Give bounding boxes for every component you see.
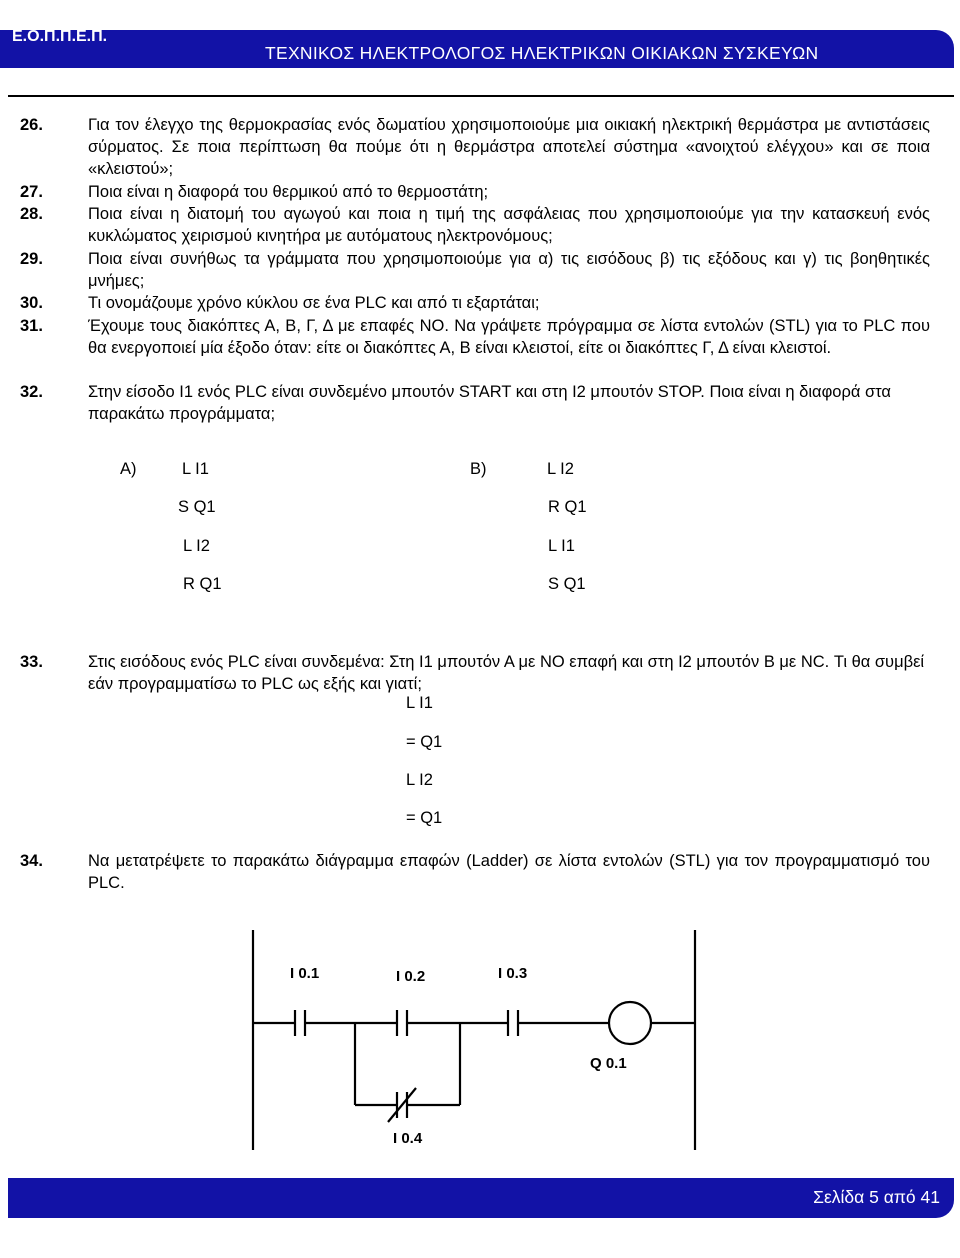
- program-33-line: = Q1: [406, 733, 443, 751]
- contact-label-i01: I 0.1: [290, 965, 320, 982]
- page-number: Σελίδα 5 από 41: [813, 1187, 940, 1207]
- question-number: 31.: [20, 317, 43, 335]
- page-footer: [8, 1178, 954, 1218]
- contact-label-i02: I 0.2: [396, 968, 426, 985]
- question-text: Ποια είναι η διαφορά του θερμικού από το θερμοστάτη;: [88, 183, 489, 201]
- program-b-label: B): [470, 460, 487, 478]
- question-number: 32.: [20, 383, 43, 401]
- question-text: Στις εισόδους ενός PLC είναι συνδεμένα: Στη Ι1 μπουτόν Α με ΝΟ επαφή και στη Ι2 μπουτόν Β με ΝC. Τι θα συμβεί εάν προγραμματίσω το PLC ως εξής και γιατί;: [88, 653, 925, 693]
- program-a-line: L I1: [182, 460, 209, 478]
- program-a-line: R Q1: [183, 575, 222, 593]
- question-number: 28.: [20, 205, 43, 223]
- question-number: 29.: [20, 250, 43, 268]
- program-33-line: = Q1: [406, 809, 443, 827]
- program-a-line: L I2: [183, 537, 210, 555]
- program-33-line: L I2: [406, 771, 433, 789]
- question-number: 27.: [20, 183, 43, 201]
- question-text: Ποια είναι η διατομή του αγωγού και ποια η τιμή της ασφάλειας που χρησιμοποιούμε για την κατασκευή ενός κυκλώματος χειρισμού κινητήρα με αυτόματους ηλεκτρονόμους;: [88, 205, 930, 245]
- question-number: 30.: [20, 294, 43, 312]
- program-33-line: L I1: [406, 694, 433, 712]
- organization-name: Ε.Ο.Π.Π.Ε.Π.: [12, 28, 108, 45]
- question-number: 26.: [20, 116, 43, 134]
- program-a-label: A): [120, 460, 137, 478]
- contact-label-i03: I 0.3: [498, 965, 528, 982]
- program-b-line: S Q1: [548, 575, 586, 593]
- question-number: 33.: [20, 653, 43, 671]
- question-text: Στην είσοδο Ι1 ενός PLC είναι συνδεμένο μπουτόν START και στη Ι2 μπουτόν STOP. Ποια είναι η διαφορά στα παρακάτω προγράμματα;: [88, 383, 891, 423]
- question-text: Ποια είναι συνήθως τα γράμματα που χρησιμοποιούμε για α) τις εισόδους β) τις εξόδους και γ) τις βοηθητικές μνήμες;: [88, 250, 930, 290]
- question-text: Τι ονομάζουμε χρόνο κύκλου σε ένα PLC και από τι εξαρτάται;: [88, 294, 540, 312]
- document-title: ΤΕΧΝΙΚΟΣ ΗΛΕΚΤΡΟΛΟΓΟΣ ΗΛΕΚΤΡΙΚΩΝ ΟΙΚΙΑΚΩΝ ΣΥΣΚΕΥΩΝ: [265, 43, 819, 63]
- contact-label-i04: I 0.4: [393, 1130, 423, 1147]
- question-text: Να μετατρέψετε το παρακάτω διάγραμμα επαφών (Ladder) σε λίστα εντολών (STL) για τον προγραμματισμό του PLC.: [88, 852, 930, 892]
- coil-q01: [609, 1002, 651, 1044]
- program-b-line: R Q1: [548, 498, 587, 516]
- contact-i01: [295, 1010, 305, 1036]
- coil-label-q01: Q 0.1: [590, 1055, 627, 1072]
- contact-i02: [397, 1010, 407, 1036]
- contact-i03: [508, 1010, 518, 1036]
- program-a-line: S Q1: [178, 498, 216, 516]
- program-b-line: L I2: [547, 460, 574, 478]
- question-text: Έχουμε τους διακόπτες Α, Β, Γ, Δ με επαφές ΝΟ. Να γράψετε πρόγραμμα σε λίστα εντολών (STL) για το PLC που θα ενεργοποιεί μία έξοδο όταν: είτε οι διακόπτες Α, Β είναι κλειστοί, είτε οι διακόπτες Γ, Δ είναι κλειστοί.: [88, 317, 930, 357]
- question-number: 34.: [20, 852, 43, 870]
- question-text: Για τον έλεγχο της θερμοκρασίας ενός δωματίου χρησιμοποιούμε μια οικιακή ηλεκτρική θερμάστρα με αντιστάσεις σύρματος. Σε ποια περίπτωση θα πούμε ότι η θερμάστρα αποτελεί σύστημα «ανοιχτού ελέγχου» και σε ποια «κλειστού»;: [88, 116, 930, 178]
- program-b-line: L I1: [548, 537, 575, 555]
